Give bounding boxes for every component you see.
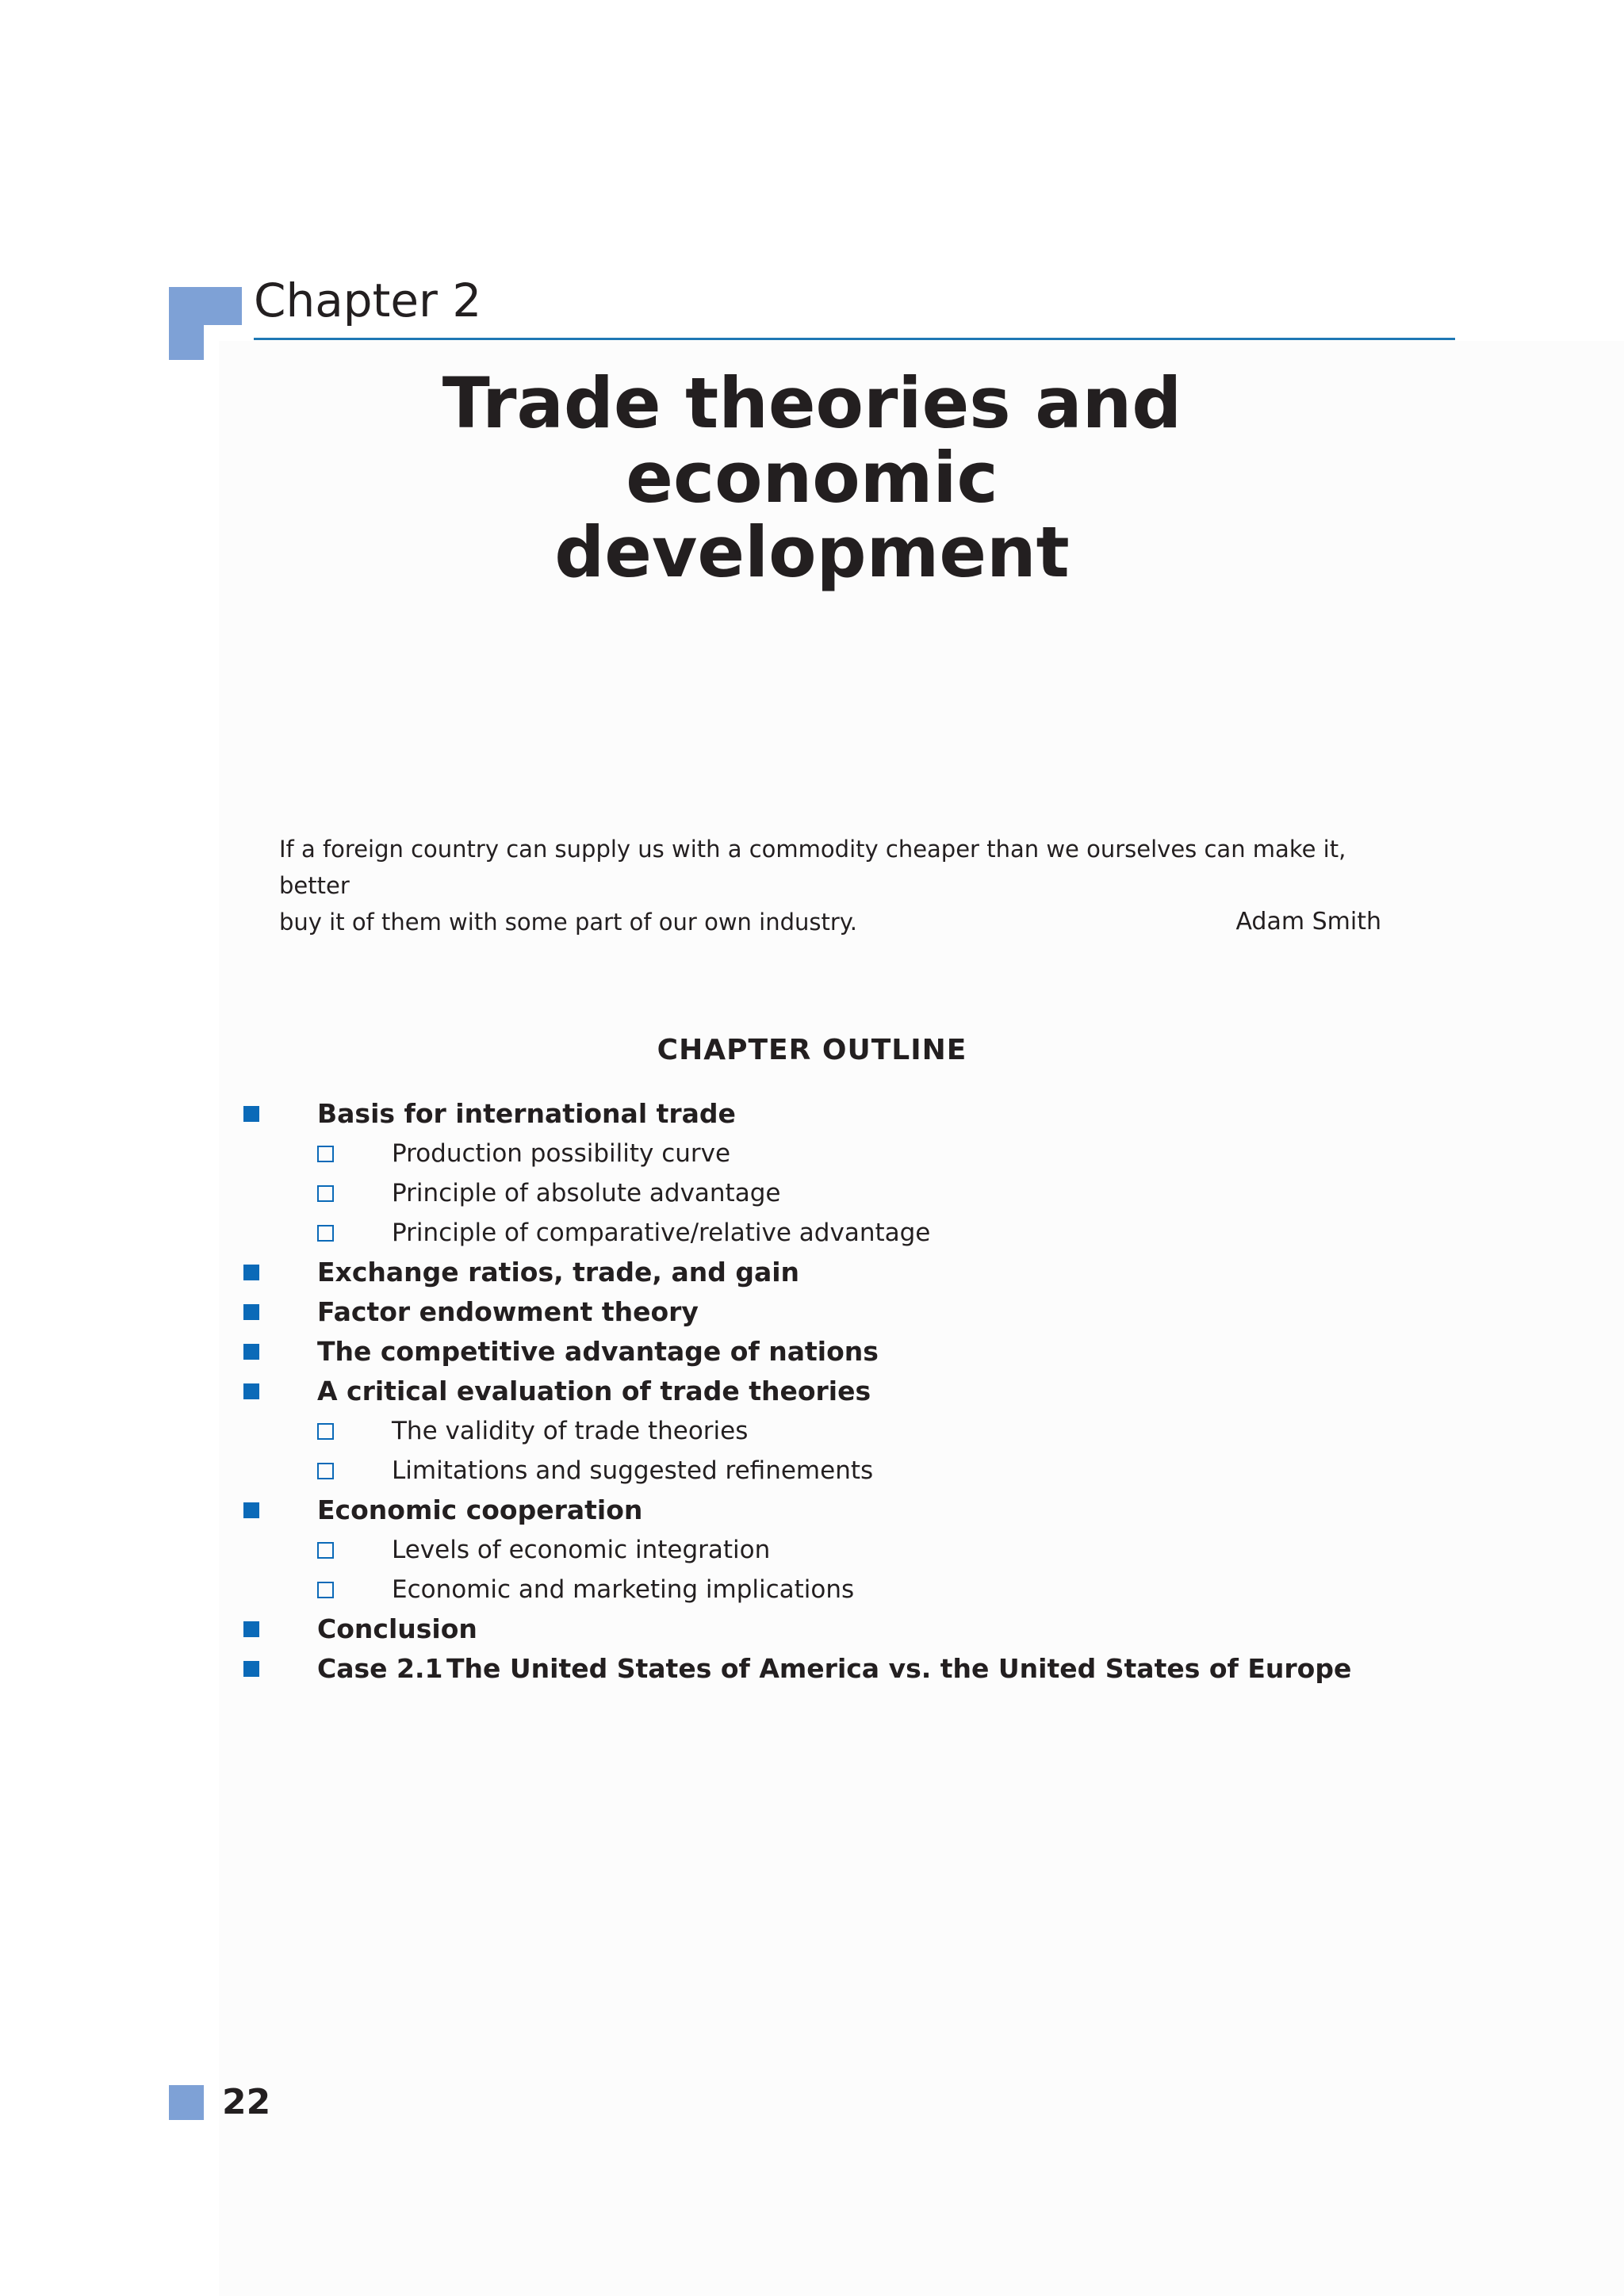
chapter-rule bbox=[254, 338, 1455, 340]
chapter-title-line2: development bbox=[554, 511, 1070, 593]
epigraph-line1: If a foreign country can supply us with a commodity cheaper than we ourselves can make it, better bbox=[279, 836, 1346, 899]
outline-item-label: Principle of absolute advantage bbox=[392, 1179, 781, 1207]
filled-square-bullet-icon bbox=[243, 1265, 259, 1280]
outline-subsection-item bbox=[238, 1134, 1507, 1173]
outline-section-item bbox=[238, 1094, 1507, 1134]
outline-item-label: The competitive advantage of nations bbox=[317, 1336, 879, 1367]
hollow-square-bullet-icon bbox=[317, 1463, 334, 1479]
hollow-square-bullet-icon bbox=[317, 1542, 334, 1559]
chapter-marker-block-bottom bbox=[169, 325, 204, 360]
hollow-square-bullet-icon bbox=[317, 1146, 334, 1162]
outline-item-label: Conclusion bbox=[317, 1613, 477, 1644]
outline-heading: CHAPTER OUTLINE bbox=[657, 1034, 967, 1066]
filled-square-bullet-icon bbox=[243, 1106, 259, 1122]
outline-section-item bbox=[238, 1609, 1507, 1649]
outline-section-item bbox=[238, 1253, 1507, 1292]
outline-item-label: Limitations and suggested refinements bbox=[392, 1456, 874, 1485]
filled-square-bullet-icon bbox=[243, 1383, 259, 1399]
chapter-title bbox=[254, 362, 1370, 593]
chapter-label: Chapter 2 bbox=[254, 274, 482, 327]
outline-item-label: Production possibility curve bbox=[392, 1139, 731, 1168]
epigraph-line2: buy it of them with some part of our own industry. bbox=[279, 909, 858, 936]
outline-item-label: Factor endowment theory bbox=[317, 1296, 699, 1327]
outline-item-label: Economic cooperation bbox=[317, 1494, 643, 1525]
filled-square-bullet-icon bbox=[243, 1661, 259, 1677]
filled-square-bullet-icon bbox=[243, 1621, 259, 1637]
epigraph-author: Adam Smith bbox=[1235, 908, 1381, 936]
hollow-square-bullet-icon bbox=[317, 1225, 334, 1242]
hollow-square-bullet-icon bbox=[317, 1582, 334, 1598]
chapter-marker-block-top bbox=[169, 287, 242, 325]
outline-subsection-item bbox=[238, 1451, 1507, 1490]
page-number-marker-icon bbox=[169, 2085, 204, 2120]
case-title: The United States of America vs. the United States of Europe bbox=[446, 1653, 1352, 1684]
outline-item-label: Exchange ratios, trade, and gain bbox=[317, 1257, 800, 1288]
outline-subsection-item bbox=[238, 1173, 1507, 1213]
outline-section-item bbox=[238, 1372, 1507, 1411]
outline-item-label: Levels of economic integration bbox=[392, 1536, 771, 1564]
outline-subsection-item bbox=[238, 1213, 1507, 1253]
filled-square-bullet-icon bbox=[243, 1344, 259, 1360]
outline-case-item bbox=[238, 1649, 1507, 1689]
outline-subsection-item bbox=[238, 1570, 1507, 1609]
outline-item-label: Basis for international trade bbox=[317, 1098, 736, 1129]
filled-square-bullet-icon bbox=[243, 1304, 259, 1320]
chapter-marker-icon bbox=[169, 287, 242, 360]
outline-section-item bbox=[238, 1292, 1507, 1332]
chapter-outline-list bbox=[238, 1094, 1507, 1689]
hollow-square-bullet-icon bbox=[317, 1185, 334, 1202]
chapter-title-line1: Trade theories and economic bbox=[442, 362, 1182, 519]
outline-subsection-item bbox=[238, 1530, 1507, 1570]
page-number: 22 bbox=[222, 2082, 271, 2122]
filled-square-bullet-icon bbox=[243, 1502, 259, 1518]
outline-item-label: Economic and marketing implications bbox=[392, 1575, 855, 1604]
outline-subsection-item bbox=[238, 1411, 1507, 1451]
outline-item-label: Principle of comparative/relative advantage bbox=[392, 1219, 931, 1247]
outline-section-item bbox=[238, 1332, 1507, 1372]
outline-item-label: The validity of trade theories bbox=[392, 1417, 749, 1445]
outline-section-item bbox=[238, 1490, 1507, 1530]
hollow-square-bullet-icon bbox=[317, 1423, 334, 1440]
case-number: Case 2.1 bbox=[317, 1653, 443, 1684]
outline-item-label: A critical evaluation of trade theories bbox=[317, 1376, 871, 1406]
